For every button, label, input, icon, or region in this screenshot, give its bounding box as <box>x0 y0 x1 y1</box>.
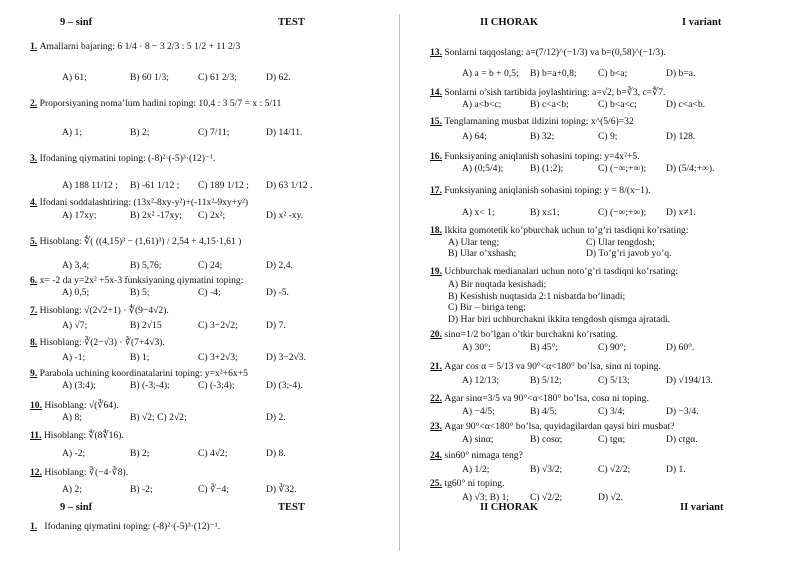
question-text: Hisoblang: √(2√2+1) · ∜(9−4√2). <box>39 305 169 316</box>
answer-options <box>62 72 390 84</box>
question-8 <box>30 337 392 348</box>
answer-option-a: A) −4/5; <box>462 406 495 417</box>
answer-option-b: B) 60 1/3; <box>130 72 169 83</box>
answer-options <box>62 127 390 139</box>
answer-options <box>62 180 390 192</box>
question-text: Proporsiyaning noma’lum hadini toping: 10,4 : 3 5/7 = x : 5/11 <box>39 98 282 109</box>
answer-options <box>62 380 390 392</box>
left-footer-header <box>0 502 400 518</box>
answer-option-d: D) 2. <box>266 412 286 423</box>
answer-option-c: C) √2/2; <box>598 464 631 475</box>
answer-item: C) Bir – biriga teng; <box>448 302 526 313</box>
answer-option-c: C) ∛−4; <box>198 484 229 495</box>
answer-option-b: B) 2x² -17xy; <box>130 210 182 221</box>
answer-option-c: D) √2. <box>598 492 623 503</box>
footer-question-text: Ifodaning qiymatini toping: (-8)²·(-5)³·(12)⁻¹. <box>44 521 221 532</box>
answer-option-d: D) x² -xy. <box>266 210 304 221</box>
answer-option-b: B) b=a+0,8; <box>530 68 577 79</box>
answer-option-c: C) (-3;4); <box>198 380 235 391</box>
answer-item: D) To’g’ri javob yo’q. <box>586 248 672 259</box>
left-header <box>0 17 400 33</box>
answer-option-d: D) ctgα. <box>666 434 698 445</box>
question-number: 9. <box>30 368 38 379</box>
answer-option-d: D) 128. <box>666 131 696 142</box>
answer-option-a: A) √7; <box>62 320 88 331</box>
footer-test-label: TEST <box>278 502 305 513</box>
question-17 <box>430 185 792 196</box>
question-text: Uchburchak medianalari uchun noto’g’ri tasdiqni ko’rsating: <box>444 266 679 277</box>
question-number: 3. <box>30 153 38 164</box>
answer-option-a: A) √3; B) 1; <box>462 492 510 503</box>
question-text: Hisoblang: ∛(−4·∛8). <box>44 467 129 478</box>
answer-option-b: B) √3/2; <box>530 464 563 475</box>
question-number: 14. <box>430 87 442 98</box>
answer-option-c: C) 3/4; <box>598 406 625 417</box>
question-text: Funksiyaning aniqlanish sohasini toping: y=4x²+5. <box>444 151 640 162</box>
answer-option-b: B) 32; <box>530 131 555 142</box>
question-number: 6. <box>30 275 38 286</box>
variant-label: I variant <box>682 17 722 28</box>
question-13 <box>430 47 792 58</box>
answer-option-c: C) (−∞;+∞); <box>598 207 647 218</box>
footer-question <box>30 521 392 532</box>
question-number: 23. <box>430 421 442 432</box>
answer-option-d: D) 62. <box>266 72 291 83</box>
question-6 <box>30 275 392 286</box>
answer-options <box>62 484 390 496</box>
answer-options <box>462 207 790 219</box>
answer-option-b: C) √2/2; <box>530 492 563 503</box>
question-text: Hisoblang: √(∛64). <box>44 400 119 411</box>
answer-options <box>62 412 390 424</box>
answer-option-a: A) -1; <box>62 352 86 363</box>
question-number: 20. <box>430 329 442 340</box>
answer-option-a: A) sinα; <box>462 434 494 445</box>
answer-option-c: C) 61 2/3; <box>198 72 237 83</box>
answer-option-d: D) 1. <box>666 464 686 475</box>
answer-options <box>462 434 790 446</box>
answer-option-b: B) 2; <box>130 448 150 459</box>
question-number: 25. <box>430 478 442 489</box>
answer-item: D) Har biri uchburchakni ikkita tengdosh qismga ajratadi. <box>448 314 671 325</box>
question-text: Hisoblang: ∜(8∜16). <box>43 430 124 441</box>
answer-option-b: B) √2; C) 2√2; <box>130 412 187 423</box>
right-header <box>400 17 800 33</box>
question-number: 16. <box>430 151 442 162</box>
question-15 <box>430 116 792 127</box>
answer-option-d: D) √194/13. <box>666 375 713 386</box>
answer-option-a: A) (0;5/4); <box>462 163 504 174</box>
question-9 <box>30 368 392 379</box>
answer-option-a: A) 30°; <box>462 342 491 353</box>
question-number: 18. <box>430 225 442 236</box>
answer-item: C) Ular tengdosh; <box>586 237 655 248</box>
answer-options <box>62 320 390 332</box>
answer-option-b: B) 5/12; <box>530 375 562 386</box>
answer-option-a: A) 0,5; <box>62 287 90 298</box>
question-number: 2. <box>30 98 38 109</box>
question-number: 17. <box>430 185 442 196</box>
question-number: 21. <box>430 361 442 372</box>
right-column <box>400 0 800 565</box>
answer-option-b: B) 2√15 <box>130 320 162 331</box>
question-14 <box>430 87 792 98</box>
question-1 <box>30 41 392 52</box>
question-25 <box>430 478 792 489</box>
answer-option-a: A) x< 1; <box>462 207 495 218</box>
answer-options <box>462 99 790 111</box>
answer-option-c: C) (−∞;+∞); <box>598 163 647 174</box>
answer-item: B) Kesishish nuqtasida 2:1 nisbatda bo’linadi; <box>448 291 626 302</box>
answer-option-d: D) 7. <box>266 320 286 331</box>
answer-option-c: C) 2x²; <box>198 210 226 221</box>
answer-option-d: D) x≠1. <box>666 207 696 218</box>
answer-item: A) Bir nuqtada kesishadi; <box>448 279 547 290</box>
question-number: 1. <box>30 41 38 52</box>
question-10 <box>30 400 392 411</box>
question-18 <box>430 225 792 236</box>
answer-options <box>462 406 790 418</box>
footer-grade-label: 9 – sinf <box>60 502 93 513</box>
question-text: Agar 90°<α<180° bo’lsa, quyidagilardan qaysi biri musbat? <box>444 421 675 432</box>
answer-item: B) Ular o’xshash; <box>448 248 517 259</box>
answer-option-b: B) 45°; <box>530 342 559 353</box>
footer-question-number: 1. <box>30 521 38 532</box>
answer-option-d: D) 60°. <box>666 342 695 353</box>
answer-options <box>462 464 790 476</box>
test-label: TEST <box>278 17 305 28</box>
question-12 <box>30 467 392 478</box>
question-text: Sonlarni o’sish tartibida joylashtiring: a=√2, b=∛3, c=∜7. <box>444 87 666 98</box>
answer-option-a: A) a<b<c; <box>462 99 502 110</box>
question-number: 19. <box>430 266 442 277</box>
answer-option-d: D) 3−2√3. <box>266 352 306 363</box>
answer-option-c: C) 4√2; <box>198 448 228 459</box>
question-text: Hisoblang: ∜( ((4,15)³ − (1,61)³) / 2,54 + 4,15·1,61 ) <box>39 236 242 247</box>
answer-option-c: C) 7/11; <box>198 127 230 138</box>
answer-option-d: D) b=a. <box>666 68 696 79</box>
question-number: 11. <box>30 430 42 441</box>
answer-options <box>462 375 790 387</box>
footer-term-label: II CHORAK <box>480 502 539 513</box>
answer-option-a: A) -2; <box>62 448 86 459</box>
answer-options <box>62 210 390 222</box>
question-7 <box>30 305 392 316</box>
answer-option-d: D) −3/4. <box>666 406 699 417</box>
answer-option-d: D) 2,4. <box>266 260 293 271</box>
answer-option-b: B) (1;2); <box>530 163 564 174</box>
question-number: 4. <box>30 197 38 208</box>
question-22 <box>430 393 792 404</box>
answer-option-c: C) 24; <box>198 260 223 271</box>
answer-options <box>462 342 790 354</box>
question-20 <box>430 329 792 340</box>
answer-option-b: B) c<a<b; <box>530 99 569 110</box>
question-number: 13. <box>430 47 442 58</box>
question-number: 5. <box>30 236 38 247</box>
answer-option-c: C) 3+2√3; <box>198 352 238 363</box>
answer-option-a: A) 61; <box>62 72 87 83</box>
answer-options <box>62 352 390 364</box>
question-number: 22. <box>430 393 442 404</box>
footer-variant-label: II variant <box>680 502 724 513</box>
answer-option-d: D) 8. <box>266 448 286 459</box>
term-label: II CHORAK <box>480 17 539 28</box>
answer-option-c: C) 5/13; <box>598 375 630 386</box>
answer-options <box>62 260 390 272</box>
answer-options <box>462 163 790 175</box>
answer-option-b: B) (-3;-4); <box>130 380 170 391</box>
question-text: Ifodani soddalashtiring: (13x²-8xy-y²)+(-11x²-9xy+y²) <box>39 197 249 208</box>
answer-option-a: A) 188 11/12 ; <box>62 180 118 191</box>
answer-option-b: B) -2; <box>130 484 153 495</box>
grade-label: 9 – sinf <box>60 17 93 28</box>
question-text: Ifodaning qiymatini toping: (-8)²·(-5)³·(12)⁻¹. <box>39 153 216 164</box>
question-text: Tenglamaning musbat ildizini toping: x^(5/6)=32 <box>444 116 634 127</box>
answer-option-c: C) 189 1/12 ; <box>198 180 249 191</box>
question-text: x= -2 da y=2x² +5x-3 funksiyaning qiymatini toping: <box>39 275 244 286</box>
answer-option-b: B) 1; <box>130 352 150 363</box>
question-number: 15. <box>430 116 442 127</box>
question-number: 8. <box>30 337 38 348</box>
question-16 <box>430 151 792 162</box>
answer-option-b: B) cosα; <box>530 434 563 445</box>
answer-option-c: C) 90°; <box>598 342 627 353</box>
answer-options <box>62 448 390 460</box>
question-text: Agar sinα=3/5 va 90°<α<180° bo’lsa, cosα ni toping. <box>444 393 649 404</box>
answer-option-d: D) c<a<b. <box>666 99 706 110</box>
question-2 <box>30 98 392 109</box>
question-text: Funksiyaning aniqlanish sohasini toping: y = 8/(x−1). <box>444 185 651 196</box>
answer-option-d: D) 63 1/12 . <box>266 180 313 191</box>
answer-option-a: A) 3,4; <box>62 260 90 271</box>
answer-option-b: B) 5; <box>130 287 150 298</box>
question-number: 12. <box>30 467 42 478</box>
answer-options <box>62 287 390 299</box>
question-text: Amallarni bajaring: 6 1/4 · 8 − 3 2/3 : 5 1/2 + 11 2/3 <box>39 41 241 52</box>
answer-option-d: D) (3;-4). <box>266 380 303 391</box>
question-21 <box>430 361 792 372</box>
answer-option-d: D) -5. <box>266 287 289 298</box>
answer-options <box>462 131 790 143</box>
answer-options <box>462 68 790 80</box>
question-11 <box>30 430 392 441</box>
question-19 <box>430 266 792 277</box>
answer-option-d: D) 14/11. <box>266 127 303 138</box>
answer-option-a: A) 1/2; <box>462 464 490 475</box>
question-3 <box>30 153 392 164</box>
answer-option-a: A) 1; <box>62 127 82 138</box>
answer-option-a: A) 17xy; <box>62 210 97 221</box>
answer-option-a: A) a = b + 0,5; <box>462 68 519 79</box>
question-23 <box>430 421 792 432</box>
question-text: Sonlarni taqqoslang: a=(7/12)^(−1/3) va b=(0,58)^(−1/3). <box>444 47 666 58</box>
answer-option-a: A) 12/13; <box>462 375 500 386</box>
answer-option-b: B) 5,76; <box>130 260 162 271</box>
question-text: tg60° ni toping. <box>444 478 505 489</box>
answer-option-c: C) 9; <box>598 131 618 142</box>
answer-item: A) Ular teng; <box>448 237 500 248</box>
answer-option-b: B) 4/5; <box>530 406 557 417</box>
answer-option-b: B) x≤1; <box>530 207 560 218</box>
answer-option-a: A) (3;4); <box>62 380 96 391</box>
answer-option-c: C) tgα; <box>598 434 626 445</box>
question-4 <box>30 197 392 208</box>
answer-option-a: A) 64; <box>462 131 487 142</box>
question-number: 7. <box>30 305 38 316</box>
answer-option-a: A) 8; <box>62 412 82 423</box>
answer-option-b: B) -61 1/12 ; <box>130 180 180 191</box>
question-5 <box>30 236 392 247</box>
answer-option-a: A) 2; <box>62 484 82 495</box>
question-number: 24. <box>430 450 442 461</box>
question-text: Parabola uchining koordinatalarini toping: y=x²+6x+5 <box>39 368 248 379</box>
answer-option-c: C) -4; <box>198 287 221 298</box>
question-number: 10. <box>30 400 42 411</box>
answer-option-c: C) b<a; <box>598 68 628 79</box>
answer-option-d: D) (5/4;+∞). <box>666 163 715 174</box>
right-footer-header <box>400 502 800 518</box>
answer-option-d: D) ∛32. <box>266 484 297 495</box>
question-text: Ikkita gomotetik ko’pburchak uchun to’g’ri tasdiqni ko’rsating: <box>444 225 689 236</box>
answer-option-c: C) b<a<c; <box>598 99 637 110</box>
question-text: sin60° nimaga teng? <box>444 450 523 461</box>
answer-option-b: B) 2; <box>130 127 150 138</box>
question-text: Agar cos α = 5/13 va 90°<α<180° bo’lsa, sinα ni toping. <box>444 361 661 372</box>
question-24 <box>430 450 792 461</box>
question-text: Hisoblang: ∛(2−√3) · ∛(7+4√3). <box>39 337 165 348</box>
answer-option-c: C) 3−2√2; <box>198 320 238 331</box>
question-text: sinα=1/2 bo’lgan o’tkir burchakni ko’rsating. <box>444 329 618 340</box>
